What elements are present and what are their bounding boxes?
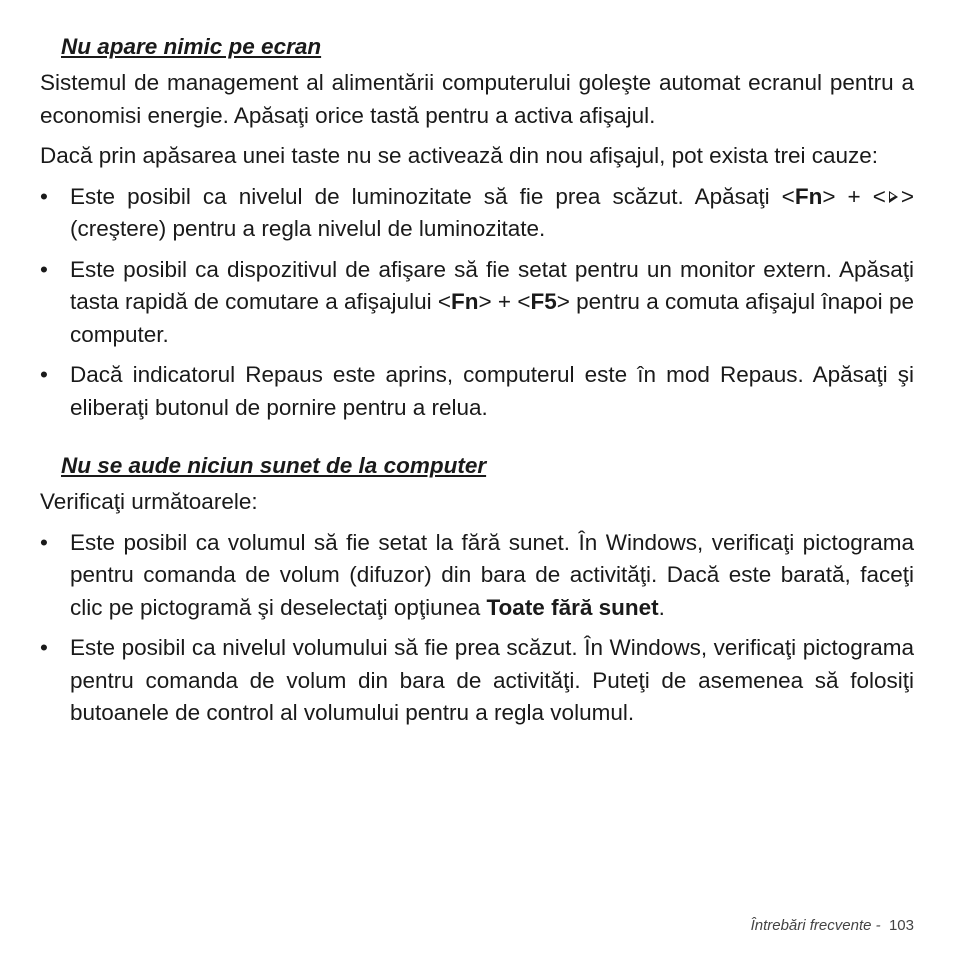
bullet-dot: • <box>40 635 48 660</box>
brightness-up-icon <box>889 191 898 203</box>
list-item-sleep-mode: • Dacă indicatorul Repaus este aprins, computerul este în mod Repaus. Apăsaţi şi eliberaţi butonul de pornire pentru a relua. <box>40 359 914 424</box>
key-fn: Fn <box>451 289 479 314</box>
paragraph-three-causes: Dacă prin apăsarea unei taste nu se activează din nou afişajul, pot exista trei cauze: <box>40 143 879 168</box>
bullet-dot: • <box>40 529 48 555</box>
bullet-dot: • <box>40 362 48 387</box>
option-mute-all: Toate fără sunet <box>486 594 659 620</box>
list-item-volume-low: • Este posibil ca nivelul volumului să fie prea scăzut. În Windows, verificaţi pictograma pentru comanda de volum din bara de activităţi. Puteţi de asemenea să folosiţi butoanele de control al volumului pentru a regla volumul. <box>40 632 914 730</box>
list-item-external-monitor: • Este posibil ca dispozitivul de afişare să fie setat pentru un monitor extern. Apăsaţi tasta rapidă de comutare a afişajului <Fn> + <F5> pentru a comuta afişajul înapoi pe computer. <box>40 254 914 352</box>
causes-list <box>40 181 914 425</box>
page-number: 103 <box>888 917 914 934</box>
key-fn: Fn <box>794 183 823 209</box>
bullet-dot: • <box>40 256 48 282</box>
list-item-brightness: • Este posibil ca nivelul de luminozitate să fie prea scăzut. Apăsaţi <Fn> + < > (creştere) pentru a regla nivelul de luminozitate. <box>40 181 914 246</box>
paragraph-power-management: Sistemul de management al alimentării computerului goleşte automat ecranul pentru a economisi energie. Apăsaţi orice tastă pentru a activa afişajul. <box>40 70 914 128</box>
key-f5: F5 <box>530 289 557 314</box>
sound-checks-list <box>40 527 914 730</box>
list-item-muted: • Este posibil ca volumul să fie setat la fără sunet. În Windows, verificaţi pictograma pentru comanda de volum (difuzor) din bara de activităţi. Dacă este barată, faceţi clic pe pictogramă şi deselectaţi opţiunea Toate fără sunet. <box>40 527 914 625</box>
page-content <box>40 33 914 738</box>
section-heading-no-display: Nu apare nimic pe ecran <box>61 34 322 59</box>
section-heading-no-sound: Nu se aude niciun sunet de la computer <box>61 453 487 478</box>
page-footer <box>751 917 914 934</box>
paragraph-check-following: Verificaţi următoarele: <box>40 489 258 514</box>
footer-title: Întrebări frecvente - <box>750 917 881 934</box>
bullet-dot: • <box>40 183 48 209</box>
